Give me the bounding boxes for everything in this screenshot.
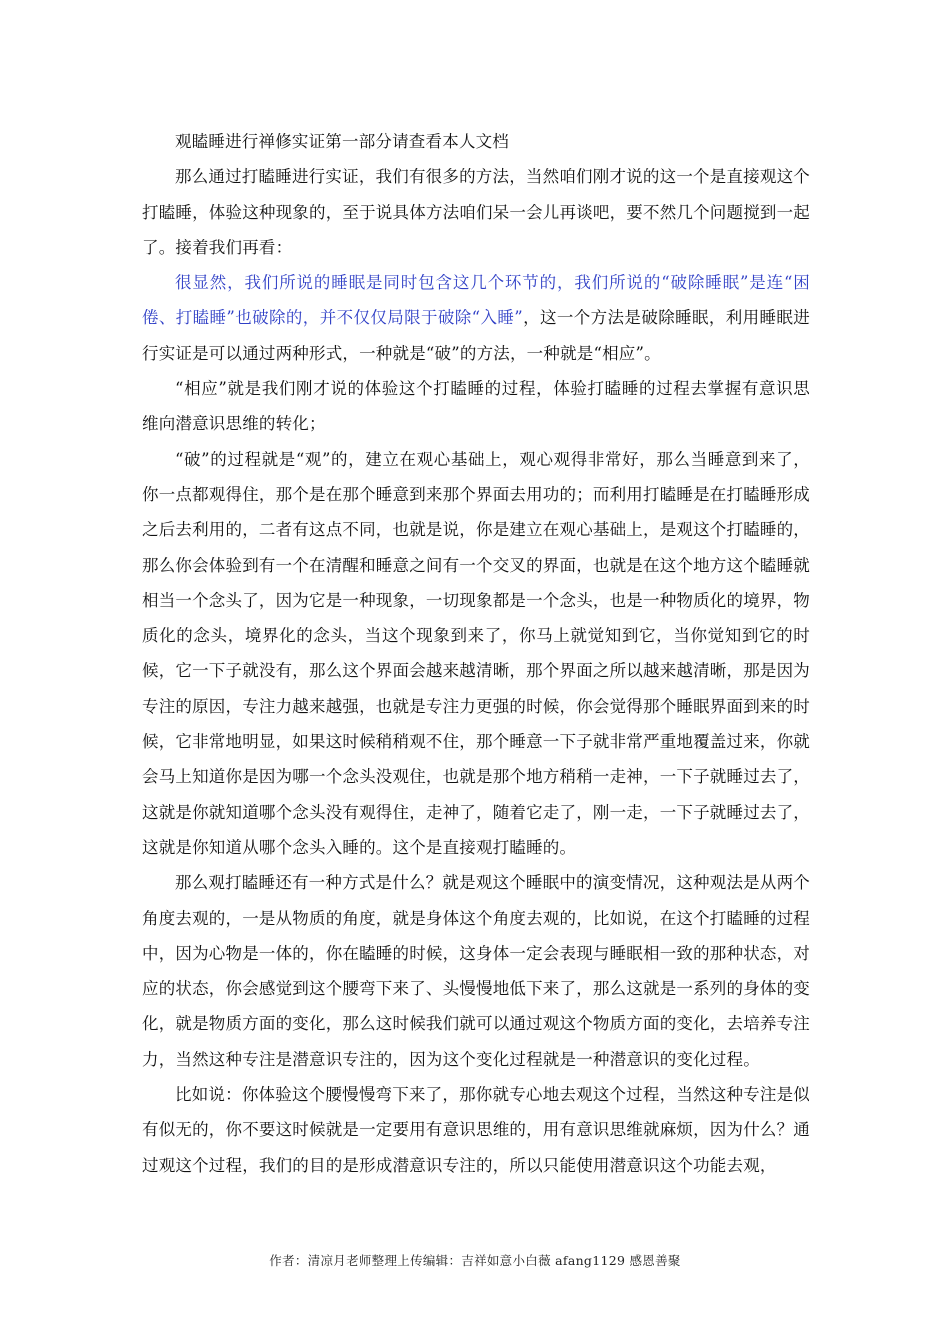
page-footer: 作者：清凉月老师整理上传编辑：吉祥如意小白薇 afang1129 感恩善聚 (269, 1253, 681, 1268)
paragraph-1: 那么通过打瞌睡进行实证，我们有很多的方法，当然咱们刚才说的这一个是直接观这个打瞌睡，体验这种现象的，至于说具体方法咱们呆一会儿再谈吧，要不然几个问题搅到一起了。接着我们再看： (142, 167, 810, 257)
highlighted-text: 很显然，我们所说的睡眠是同时包含这几个环节的，我们所说的“破除睡眠”是连“困倦、打瞌睡”也破除的，并不仅仅局限于破除“入睡” (142, 273, 810, 328)
paragraph-3: “相应”就是我们刚才说的体验这个打瞌睡的过程，体验打瞌睡的过程去掌握有意识思维向潜意识思维的转化； (142, 379, 810, 434)
document-title: 观瞌睡进行禅修实证第一部分请查看本人文档 (175, 132, 509, 151)
paragraph-5: 那么观打瞌睡还有一种方式是什么？就是观这个睡眠中的演变情况，这种观法是从两个角度去观的，一是从物质的角度，就是身体这个角度去观的，比如说，在这个打瞌睡的过程中，因为心物是一体的，你在瞌睡的时候，这身体一定会表现与睡眠相一致的那种状态，对应的状态，你会感觉到这个腰弯下来了、头慢慢地低下来了，那么这就是一系列的身体的变化，就是物质方面的变化，那么这时候我们就可以通过观这个物质方面的变化，去培养专注力，当然这种专注是潜意识专注的，因为这个变化过程就是一种潜意识的变化过程。 (142, 873, 810, 1069)
paragraph-6: 比如说：你体验这个腰慢慢弯下来了，那你就专心地去观这个过程，当然这种专注是似有似无的，你不要这时候就是一定要用有意识思维的，用有意识思维就麻烦，因为什么？通过观这个过程，我们的目的是形成潜意识专注的，所以只能使用潜意识这个功能去观， (142, 1085, 810, 1175)
paragraph-2-rest: ，这一个方法是破除睡眠，利用睡眠进行实证是可以通过两种形式，一种就是“破”的方法，一种就是“相应”。 (142, 308, 811, 363)
paragraph-4: “破”的过程就是“观”的，建立在观心基础上，观心观得非常好，那么当睡意到来了，你一点都观得住，那个是在那个睡意到来那个界面去用功的；而利用打瞌睡是在打瞌睡形成之后去利用的，二者有这点不同，也就是说，你是建立在观心基础上，是观这个打瞌睡的，那么你会体验到有一个在清醒和睡意之间有一个交叉的界面，也就是在这个地方这个瞌睡就相当一个念头了，因为它是一种现象，一切现象都是一个念头，也是一种物质化的境界，物质化的念头，境界化的念头，当这个现象到来了，你马上就觉知到它，当你觉知到它的时候，它一下子就没有，那么这个界面会越来越清晰，那个界面之所以越来越清晰，那是因为专注的原因，专注力越来越强，也就是专注力更强的时候，你会觉得那个睡眠界面到来的时候，它非常地明显，如果这时候稍稍观不住，那个睡意一下子就非常严重地覆盖过来，你就会马上知道你是因为哪一个念头没观住，也就是那个地方稍稍一走神，一下子就睡过去了，这就是你就知道哪个念头没有观得住，走神了，随着它走了，刚一走，一下子就睡过去了，这就是你知道从哪个念头入睡的。这个是直接观打瞌睡的。 (142, 449, 810, 857)
document-body (142, 124, 810, 1183)
paragraph-2 (142, 265, 810, 371)
